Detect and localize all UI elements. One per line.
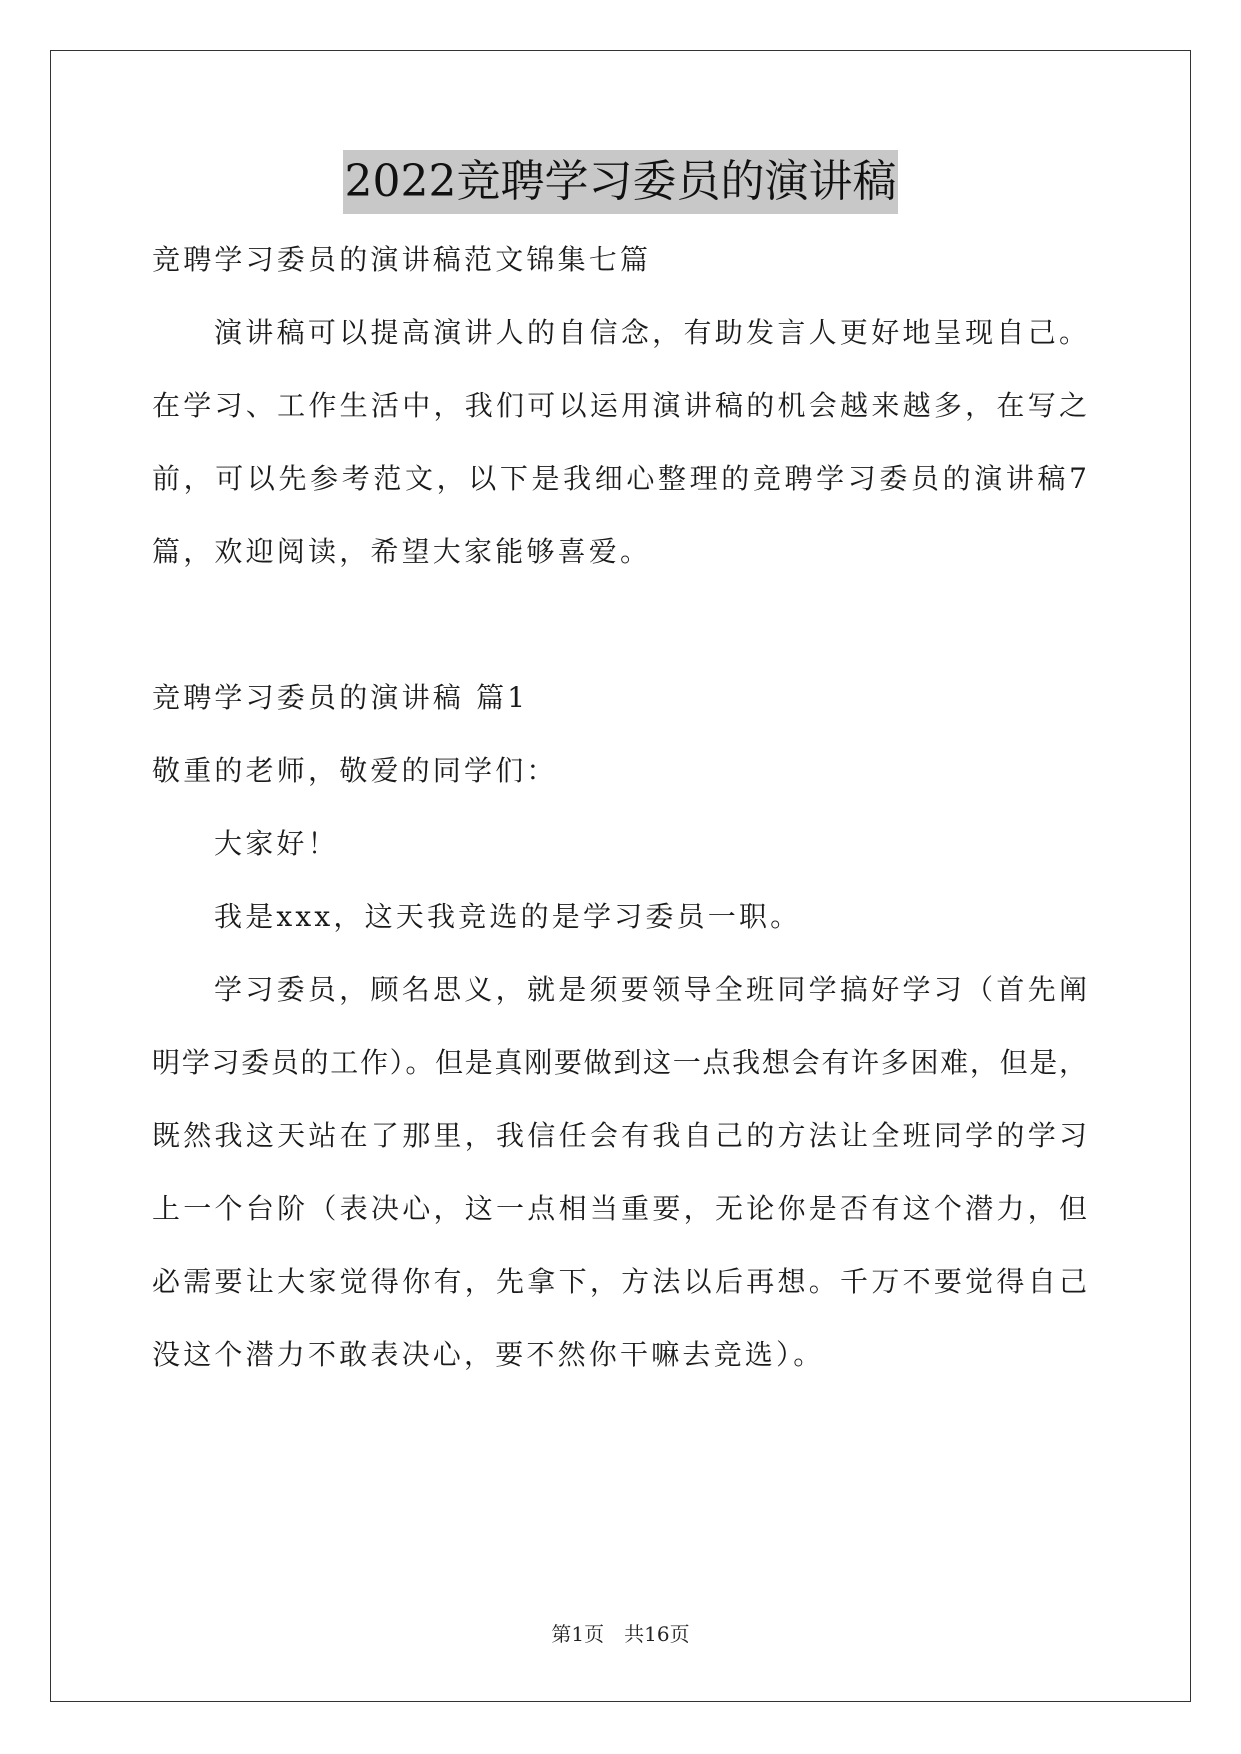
greeting: 大家好！ (214, 827, 339, 860)
title-container (0, 150, 1241, 214)
section-heading: 竞聘学习委员的演讲稿 篇1 (152, 681, 529, 714)
page-border (50, 50, 1191, 1702)
document-title: 2022竞聘学习委员的演讲稿 (343, 150, 899, 214)
body-line-4: 上一个台阶（表决心，这一点相当重要，无论你是否有这个潜力，但 (152, 1192, 1087, 1225)
self-intro: 我是xxx，这天我竞选的是学习委员一职。 (214, 900, 802, 933)
page-total: 共16页 (624, 1622, 690, 1646)
body-line-1: 学习委员，顾名思义，就是须要领导全班同学搞好学习（首先阐 (214, 973, 1087, 1006)
body-line-3: 既然我这天站在了那里，我信任会有我自己的方法让全班同学的学习 (152, 1119, 1087, 1152)
body-line-6: 没这个潜力不敢表决心，要不然你干嘛去竞选）。 (152, 1338, 825, 1371)
page-number: 第1页 (551, 1622, 605, 1646)
body-line-5: 必需要让大家觉得你有，先拿下，方法以后再想。千万不要觉得自己 (152, 1265, 1087, 1298)
subtitle: 竞聘学习委员的演讲稿范文锦集七篇 (152, 243, 652, 276)
intro-line-3: 前，可以先参考范文，以下是我细心整理的竞聘学习委员的演讲稿7 (152, 462, 1087, 495)
intro-line-1: 演讲稿可以提高演讲人的自信念，有助发言人更好地呈现自己。 (214, 316, 1087, 349)
body-line-2: 明学习委员的工作）。但是真刚要做到这一点我想会有许多困难，但是， (152, 1046, 1087, 1079)
salutation: 敬重的老师，敬爱的同学们： (152, 754, 558, 787)
intro-line-2: 在学习、工作生活中，我们可以运用演讲稿的机会越来越多，在写之 (152, 389, 1087, 422)
page-footer (0, 1620, 1241, 1648)
intro-line-4: 篇，欢迎阅读，希望大家能够喜爱。 (152, 535, 652, 568)
